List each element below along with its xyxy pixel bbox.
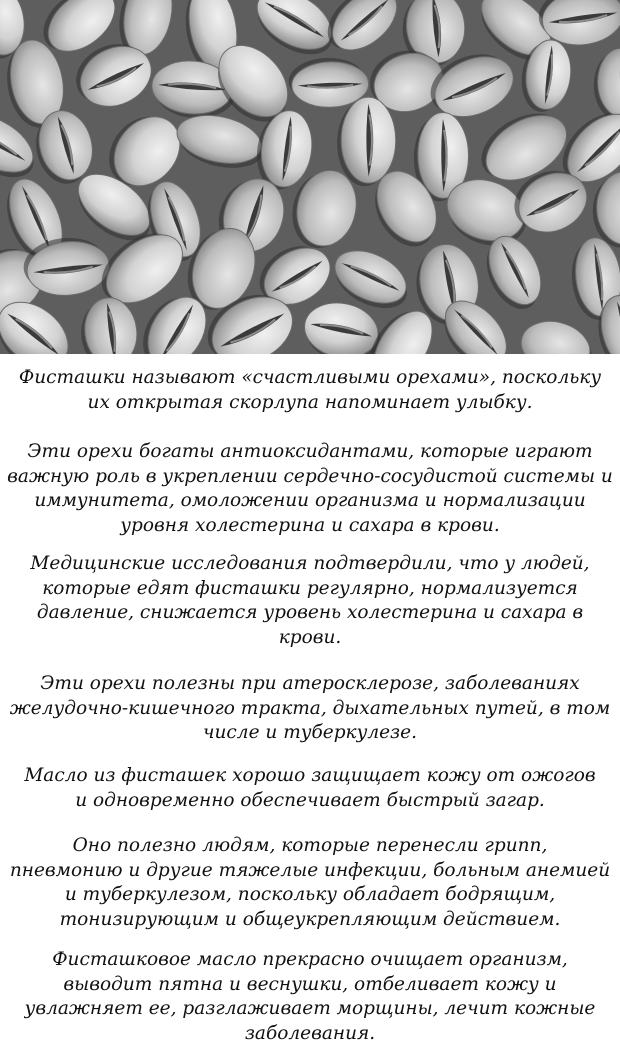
paragraph-oil-cleansing: Фисташковое масло прекрасно очищает организм, выводит пятна и веснушки, отбеливает кожу и увлажняет ее, разглаживает морщины, лечит кожные заболевания. (24, 949, 596, 1044)
paragraph-diseases: Эти орехи полезны при атеросклерозе, заболеваниях желудочно-кишечного тракта, дыхательных путей, в том числе и туберкулезе. (9, 673, 611, 743)
paragraph-recovery: Оно полезно людям, которые перенесли грипп, пневмонию и другие тяжелые инфекции, больным анемией и туберкулезом, поскольку обладает бодрящим, тонизирующим и общеукрепляющим действием. (9, 835, 611, 930)
pistachios-illustration (0, 0, 620, 354)
pistachios-photo (0, 0, 620, 354)
paragraph-research: Медицинские исследования подтвердили, что у людей, которые едят фисташки регулярно, нормализуется давление, снижается уровень холестерина и сахара в крови. (30, 553, 590, 648)
paragraph-antioxidants: Эти орехи богаты антиоксидантами, которые играют важную роль в укреплении сердечно-сосудистой системы и иммунитета, омоложении организма и нормализации уровня холестерина и сахара в крови. (7, 441, 613, 536)
paragraph-oil-skin: Масло из фисташек хорошо защищает кожу от ожогов и одновременно обеспечивает быстрый загар. (24, 765, 596, 811)
paragraph-smile: Фисташки называют «счастливыми орехами», поскольку их открытая скорлупа напоминает улыбку. (18, 367, 602, 413)
